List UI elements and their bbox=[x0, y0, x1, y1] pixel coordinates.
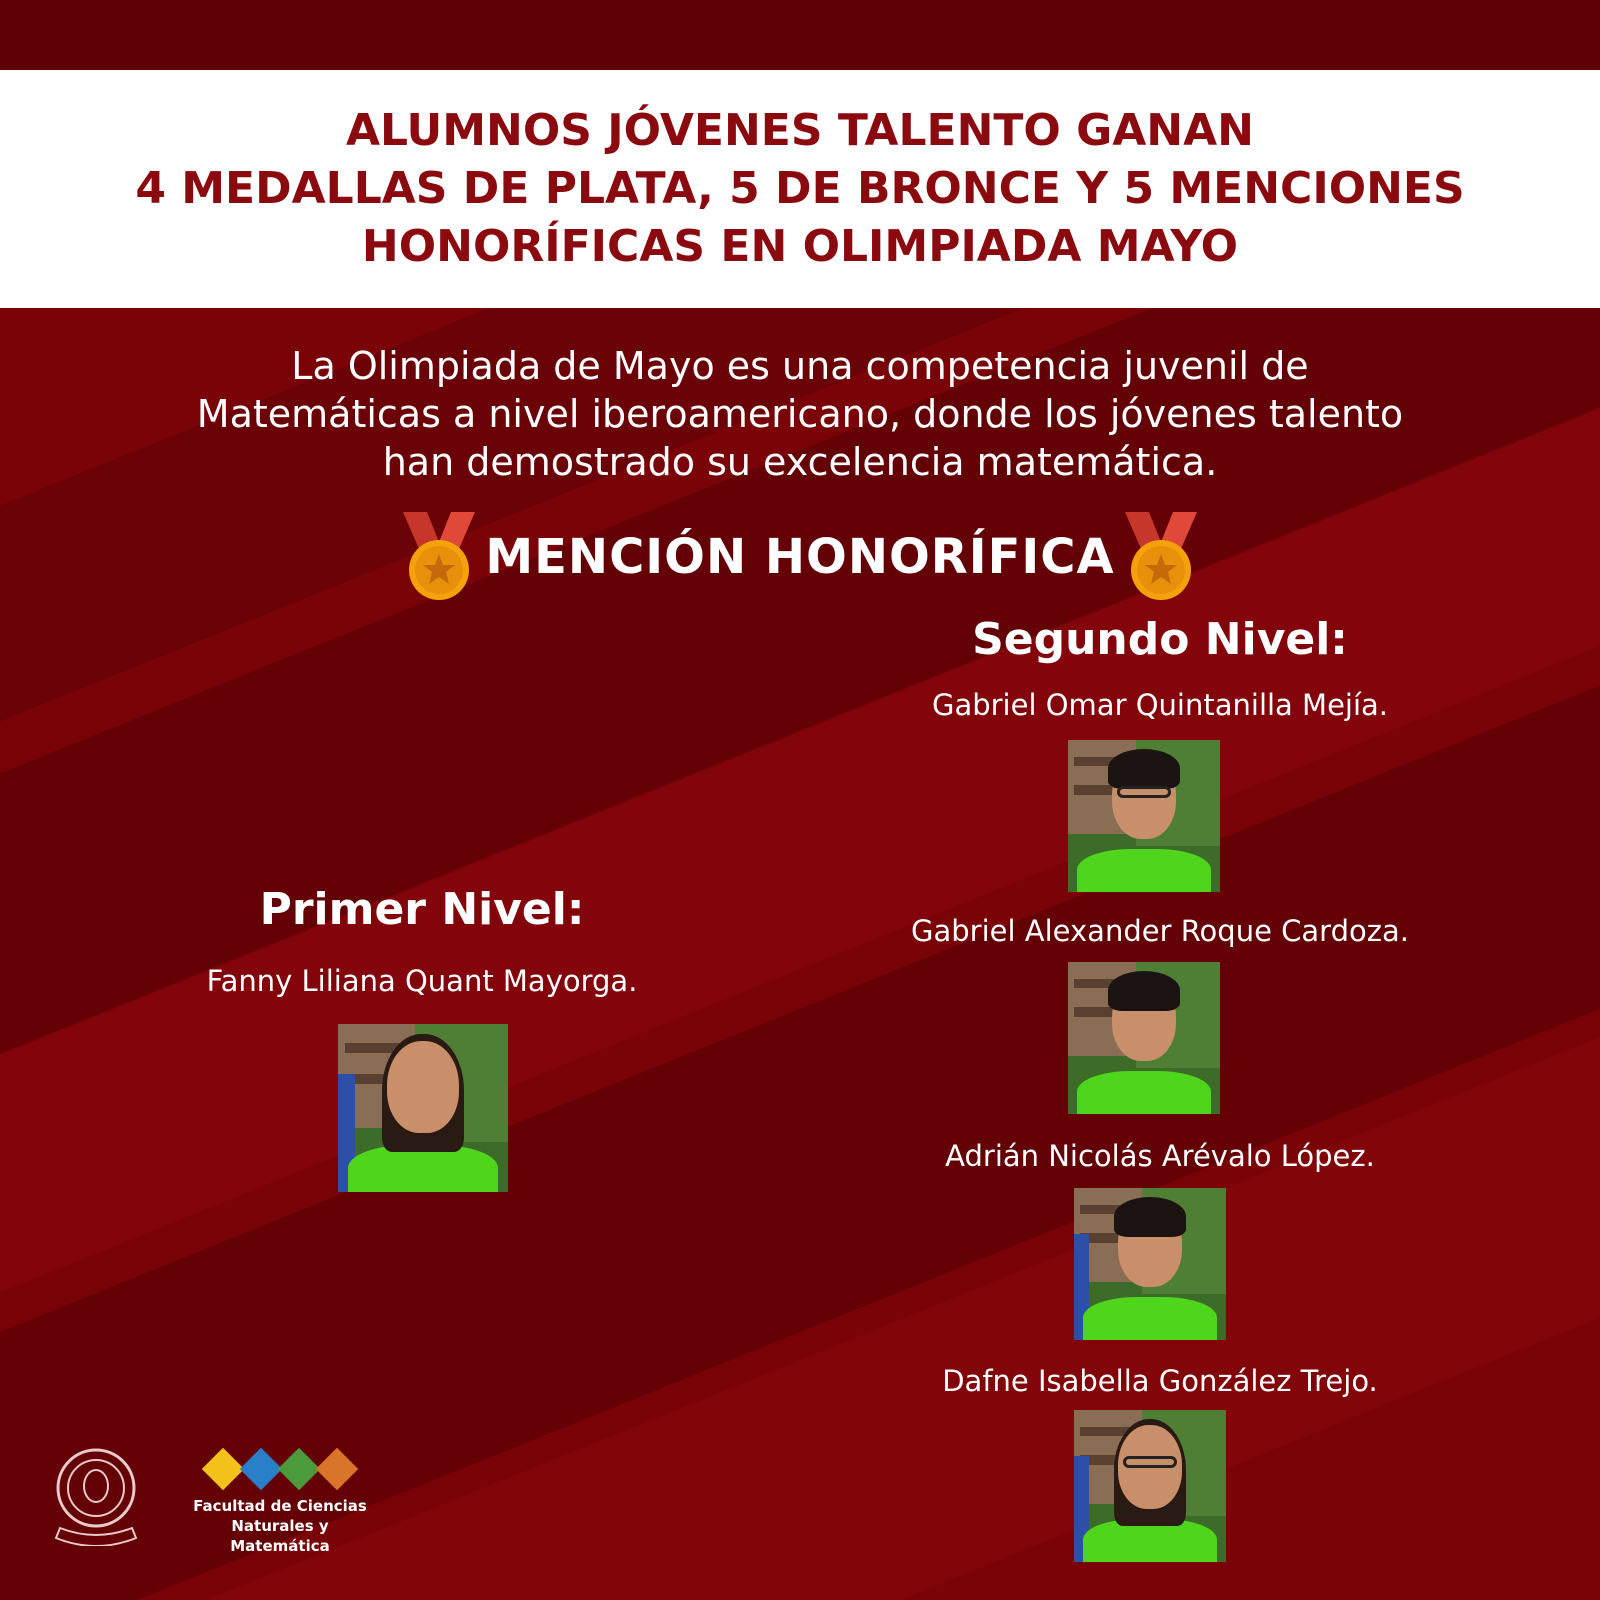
intro-text bbox=[100, 342, 1500, 486]
second-level-heading: Segundo Nivel: bbox=[972, 614, 1348, 665]
student-photo bbox=[338, 1024, 508, 1192]
student-photo bbox=[1068, 740, 1220, 892]
flask-icon bbox=[202, 1448, 244, 1490]
student-photo bbox=[1074, 1410, 1226, 1562]
title-line: ALUMNOS JÓVENES TALENTO GANAN bbox=[345, 105, 1255, 156]
title-line: HONORÍFICAS EN OLIMPIADA MAYO bbox=[361, 221, 1239, 272]
first-level-heading: Primer Nivel: bbox=[259, 884, 585, 935]
angle-icon bbox=[240, 1448, 282, 1490]
title-line: 4 MEDALLAS DE PLATA, 5 DE BRONCE Y 5 MENCIONES bbox=[135, 163, 1465, 214]
intro-line: La Olimpiada de Mayo es una competencia juvenil de bbox=[291, 344, 1309, 388]
medal-icon bbox=[401, 512, 477, 602]
faculty-name-line: Naturales y Matemática bbox=[230, 1517, 330, 1555]
student-name: Adrián Nicolás Arévalo López. bbox=[945, 1139, 1375, 1173]
student-name: Gabriel Alexander Roque Cardoza. bbox=[911, 914, 1409, 948]
student-name: Fanny Liliana Quant Mayorga. bbox=[206, 964, 638, 998]
faculty-name bbox=[180, 1496, 380, 1556]
mention-header bbox=[0, 512, 1600, 602]
mention-title: MENCIÓN HONORÍFICA bbox=[485, 529, 1115, 585]
medal-icon bbox=[1123, 512, 1199, 602]
university-seal-icon bbox=[54, 1442, 138, 1546]
student-photo bbox=[1074, 1188, 1226, 1340]
top-band bbox=[0, 0, 1600, 70]
dna-icon bbox=[278, 1448, 320, 1490]
student-name: Gabriel Omar Quintanilla Mejía. bbox=[931, 688, 1389, 722]
student-name: Dafne Isabella González Trejo. bbox=[942, 1364, 1378, 1398]
faculty-icons bbox=[180, 1448, 380, 1492]
student-photo bbox=[1068, 962, 1220, 1114]
intro-line: Matemáticas a nivel iberoamericano, donde los jóvenes talento bbox=[196, 392, 1404, 436]
sigma-icon bbox=[316, 1448, 358, 1490]
intro-line: han demostrado su excelencia matemática. bbox=[382, 440, 1218, 484]
faculty-logo bbox=[180, 1448, 380, 1556]
title-box bbox=[0, 70, 1600, 308]
faculty-name-line: Facultad de Ciencias bbox=[193, 1497, 367, 1515]
